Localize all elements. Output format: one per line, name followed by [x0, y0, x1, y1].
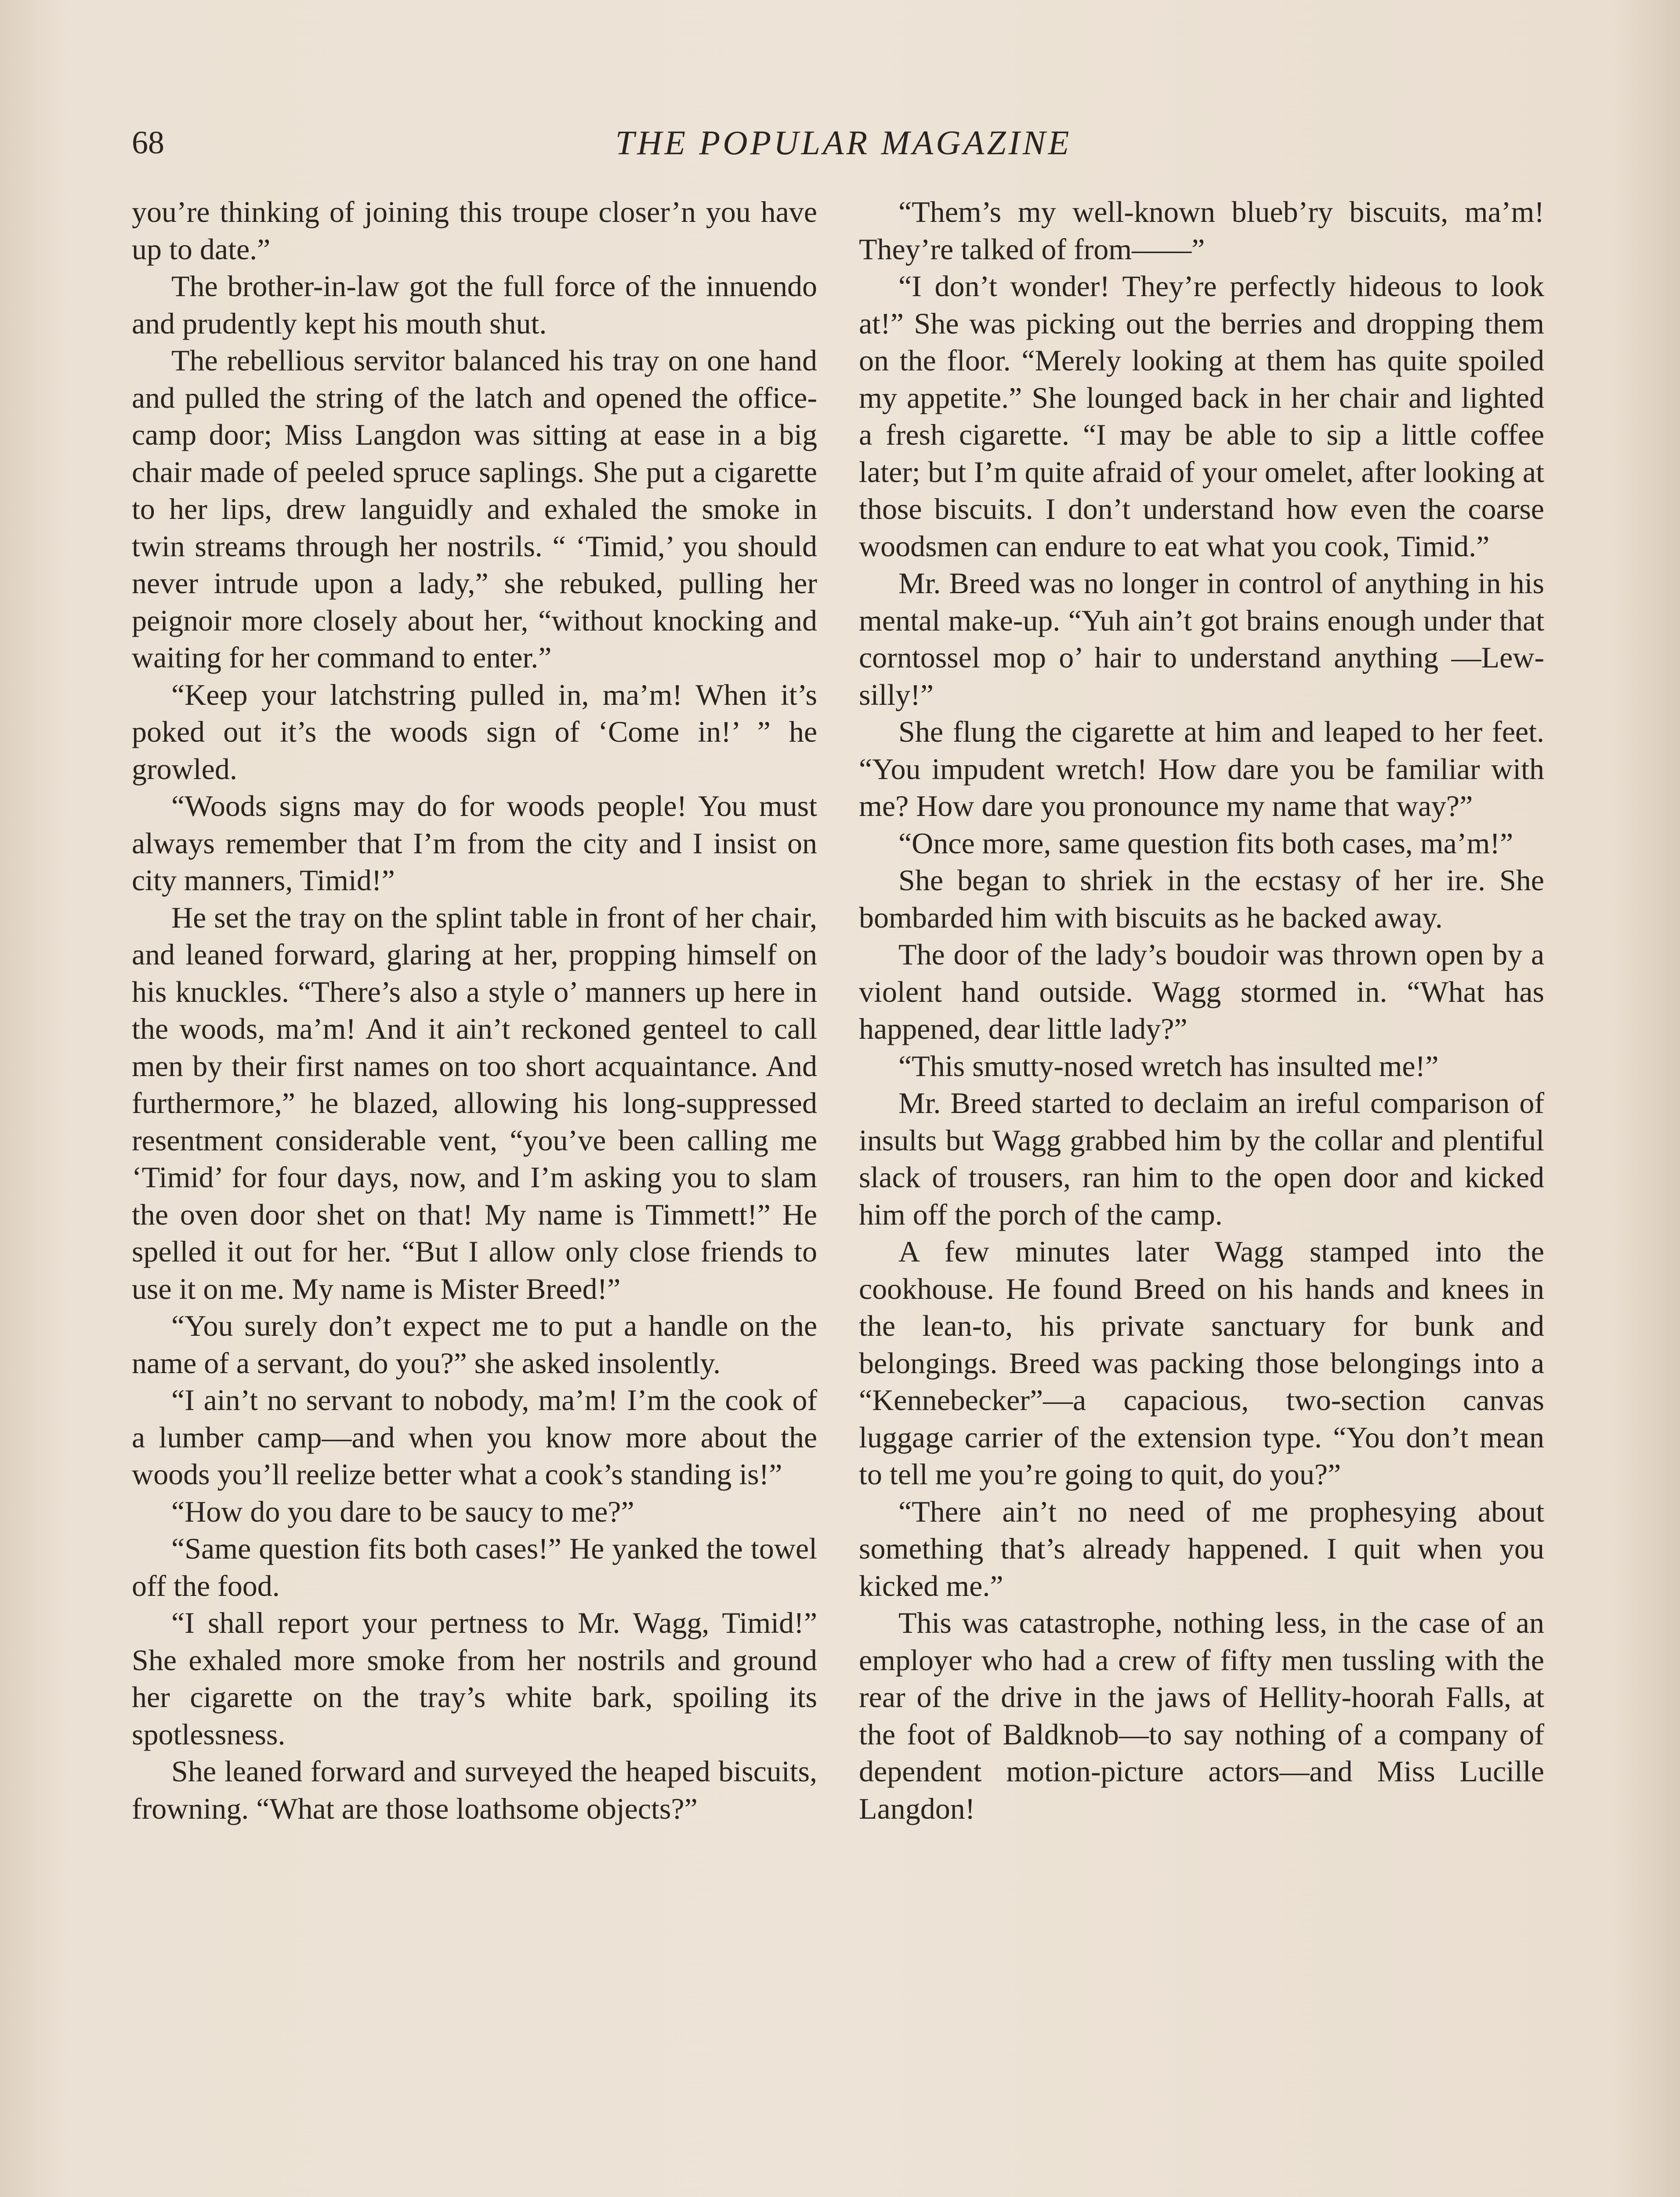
paragraph: “You surely don’t expect me to put a handle on the name of a servant, do you?” she asked insolently.	[132, 1309, 817, 1380]
paragraph: She flung the cigarette at him and leaped to her feet. “You impudent wretch! How dare you be familiar with me? How dare you pronounce my name that way?”	[859, 715, 1544, 823]
paragraph: “I don’t wonder! They’re perfectly hideous to look at!” She was picking out the berries and dropping them on the floor. “Merely looking at them has quite spoiled my appetite.” She lounged back in her chair and lighted a fresh cigarette. “I may be able to sip a little coffee later; but I’m quite afraid of your omelet, after looking at those biscuits. I don’t understand how even the coarse woodsmen can endure to eat what you cook, Timid.”	[859, 269, 1544, 563]
paragraph: The door of the lady’s boudoir was thrown open by a violent hand outside. Wagg stormed in. “What has happened, dear little lady?”	[859, 938, 1544, 1045]
paragraph: “There ain’t no need of me prophesying about something that’s already happened. I quit when you kicked me.”	[859, 1494, 1544, 1602]
paragraph: She leaned forward and surveyed the heaped biscuits, frowning. “What are those loathsome objects?”	[132, 1755, 817, 1825]
paragraph: She began to shriek in the ecstasy of her ire. She bombarded him with biscuits as he backed away.	[859, 863, 1544, 934]
paragraph: He set the tray on the splint table in front of her chair, and leaned forward, glaring at her, propping himself on his knuckles. “There’s also a style o’ manners up here in the woods, ma’m! And it ain’t reckoned genteel to call men by their first names on too short acquaintance. And furthermore,” he blazed, allowing his long-suppressed resentment considerable vent, “you’ve been calling me ‘Timid’ for four days, now, and I’m asking you to slam the oven door shet on that! My name is Timmett!” He spelled it out for her. “But I allow only close friends to use it on me. My name is Mister Breed!”	[132, 900, 817, 1305]
paragraph: “Keep your latchstring pulled in, ma’m! When it’s poked out it’s the woods sign of ‘Come in!’ ” he growled.	[132, 678, 817, 786]
paragraph: The rebellious servitor balanced his tray on one hand and pulled the string of the latch and opened the office-camp door; Miss Langdon was sitting at ease in a big chair made of peeled spruce saplings. She put a cigarette to her lips, drew languidly and exhaled the smoke in twin streams through her nostrils. “ ‘Timid,’ you should never intrude upon a lady,” she rebuked, pulling her peignoir more closely about her, “without knocking and waiting for her command to enter.”	[132, 344, 817, 674]
paragraph: “How do you dare to be saucy to me?”	[171, 1494, 634, 1528]
paragraph: “Same question fits both cases!” He yanked the towel off the food.	[132, 1532, 817, 1602]
paragraph: “Woods signs may do for woods people! You must always remember that I’m from the city and I insist on city manners, Timid!”	[132, 789, 817, 897]
paragraph: “I ain’t no servant to nobody, ma’m! I’m the cook of a lumber camp—and when you know more about the woods you’ll reelize better what a cook’s standing is!”	[132, 1383, 817, 1491]
paragraph: “I shall report your pertness to Mr. Wagg, Timid!” She exhaled more smoke from her nostrils and ground her cigarette on the tray’s white bark, spoiling its spotlessness.	[132, 1606, 817, 1751]
right-column	[859, 193, 1544, 2197]
paragraph: This was catastrophe, nothing less, in the case of an employer who had a crew of fifty men tussling with the rear of the drive in the jaws of Hellity-hoorah Falls, at the foot of Baldknob—to say nothing of a company of dependent motion-picture actors—and Miss Lucille Langdon!	[859, 1606, 1544, 1825]
paragraph: Mr. Breed was no longer in control of anything in his mental make-up. “Yuh ain’t got brains enough under that corntossel mop o’ hair to understand anything —Lew-silly!”	[859, 566, 1544, 711]
paragraph: you’re thinking of joining this troupe closer’n you have up to date.”	[132, 195, 817, 266]
paragraph: The brother-in-law got the full force of the innuendo and prudently kept his mouth shut.	[132, 269, 817, 340]
paragraph: A few minutes later Wagg stamped into the cookhouse. He found Breed on his hands and knees in the lean-to, his private sanctuary for bunk and belongings. Breed was packing those belongings into a “Kennebecker”—a capacious, two-section canvas luggage carrier of the extension type. “You don’t mean to tell me you’re going to quit, do you?”	[859, 1235, 1544, 1491]
paragraph: “Them’s my well-known blueb’ry biscuits, ma’m! They’re talked of from——”	[859, 195, 1544, 266]
paragraph: “Once more, same question fits both cases, ma’m!”	[898, 826, 1513, 860]
page-header	[132, 119, 1555, 171]
paragraph: “This smutty-nosed wretch has insulted me!”	[898, 1049, 1439, 1083]
running-title: THE POPULAR MAGAZINE	[615, 123, 1072, 162]
left-column	[132, 193, 817, 2197]
page-number: 68	[132, 125, 164, 161]
paragraph: Mr. Breed started to declaim an ireful comparison of insults but Wagg grabbed him by the collar and plentiful slack of trousers, ran him to the open door and kicked him off the porch of the camp.	[859, 1086, 1544, 1231]
